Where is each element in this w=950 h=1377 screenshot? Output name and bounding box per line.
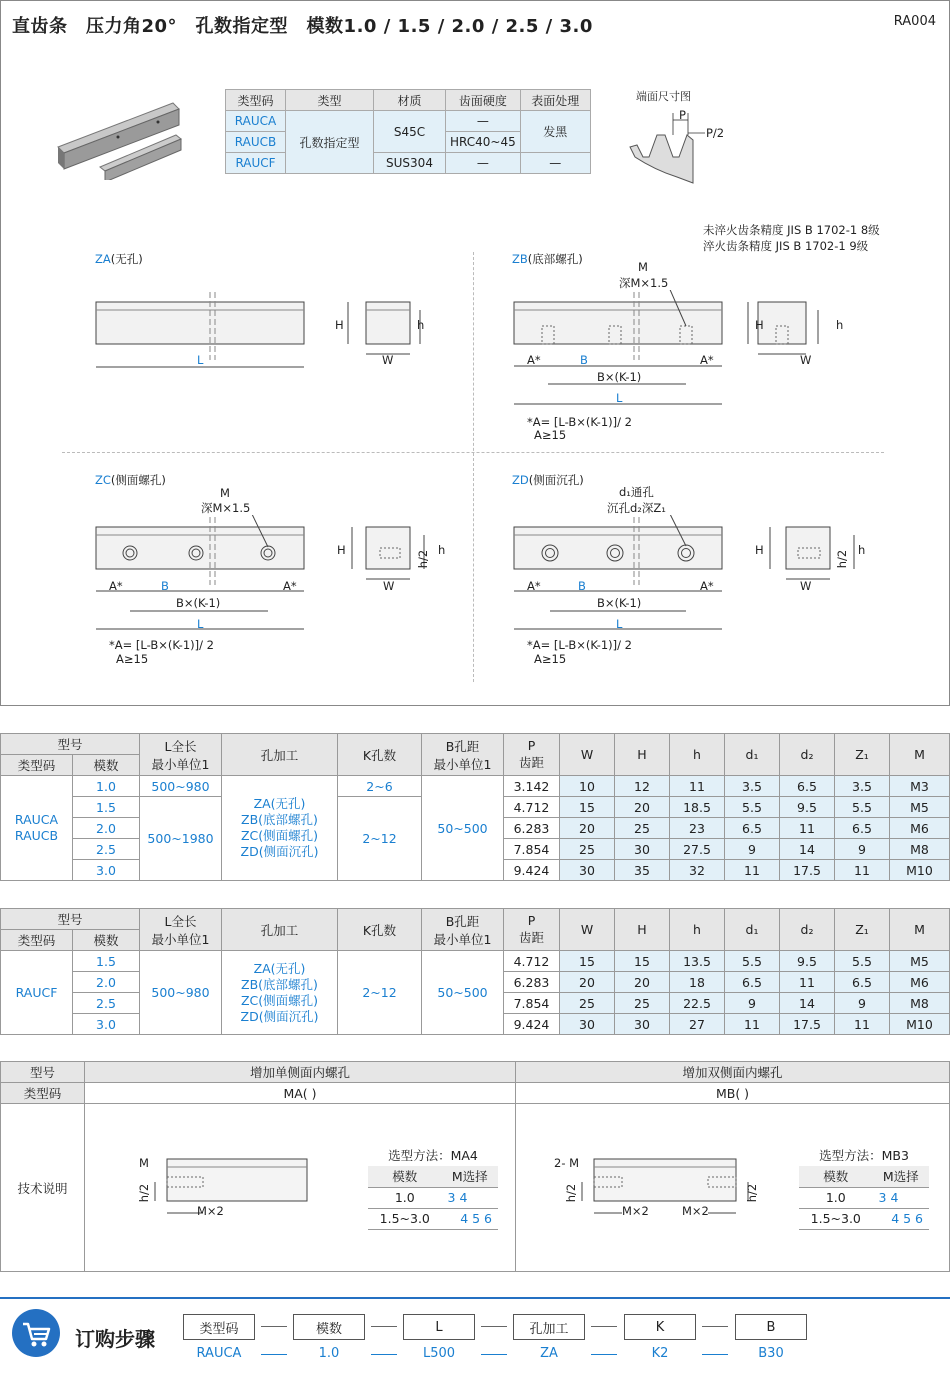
s1-r2-d1: 6.5 (725, 818, 780, 839)
zc-depth: 深M×1.5 (201, 501, 251, 515)
mb-sel-title: 选型方法：MB3 (819, 1148, 909, 1163)
s1-r1-z1: 5.5 (835, 797, 890, 818)
ma-r1-val: 3 4 (442, 1187, 498, 1208)
mat-code-f: RAUCF (226, 153, 286, 174)
s1-r0-d2: 6.5 (780, 776, 835, 797)
order-value-k: K2 (651, 1346, 669, 1361)
mb-h2-right-label: h/2 (745, 1183, 760, 1203)
s1-hh-h: H (615, 734, 670, 776)
s1-b: 50~500 (422, 776, 504, 881)
s2-r0-p: 4.712 (504, 951, 560, 972)
s2-mod-2: 2.5 (73, 993, 140, 1014)
za-title: ZA(无孔) (95, 252, 143, 266)
order-dash-5 (702, 1326, 728, 1327)
zd-a-right: A* (700, 579, 714, 593)
s2-r0-hh: 15 (615, 951, 670, 972)
s1-k-2: 2~12 (338, 797, 422, 881)
mb-drawing (566, 1149, 766, 1224)
s2-r2-z1: 9 (835, 993, 890, 1014)
s1-k-1: 2~6 (338, 776, 422, 797)
order-dash2-3 (481, 1354, 507, 1355)
mb-r2-mod: 1.5~3.0 (799, 1208, 873, 1229)
zc-formula-2: A≥15 (116, 652, 149, 666)
s2-r2-d2: 14 (780, 993, 835, 1014)
s2-r1-w: 20 (560, 972, 615, 993)
tech-typecode-h: 类型码 (1, 1083, 85, 1104)
order-dash2-1 (261, 1354, 287, 1355)
zd-title: ZD(侧面沉孔) (512, 473, 584, 487)
mat-hard-b: HRC40~45 (446, 132, 521, 153)
order-dash2-5 (702, 1354, 728, 1355)
mb-sel-table (799, 1166, 929, 1230)
ma-select (368, 1146, 498, 1230)
s2-r3-m: M10 (890, 1014, 950, 1035)
order-label-b: B (735, 1314, 807, 1340)
s1-r4-hs: 32 (670, 860, 725, 881)
material-table (225, 89, 591, 174)
zc-h-small-label: h (438, 543, 446, 557)
page-title: 直齿条 压力角20° 孔数指定型 模数1.0 / 1.5 / 2.0 / 2.5 / 3.0 (12, 16, 593, 37)
s2-r1-hh: 20 (615, 972, 670, 993)
s2-r2-w: 25 (560, 993, 615, 1014)
s2-mod-1: 2.0 (73, 972, 140, 993)
s1-r1-p: 4.712 (504, 797, 560, 818)
ma-sel-title: 选型方法：MA4 (388, 1148, 478, 1163)
ma-drawing (135, 1149, 315, 1224)
s1-r1-d2: 9.5 (780, 797, 835, 818)
s2-p-h: P 齿距 (504, 909, 560, 951)
s1-typecode-h: 类型码 (1, 755, 73, 776)
mb-mod-h: 模数 (799, 1166, 873, 1187)
s1-hole-h: 孔加工 (222, 734, 338, 776)
zd-bk-label: B×(K-1) (597, 596, 642, 610)
ma-mod-h: 模数 (368, 1166, 442, 1187)
s2-r1-hs: 18 (670, 972, 725, 993)
s2-hh-h: H (615, 909, 670, 951)
s1-l-2: 500~1980 (140, 797, 222, 881)
s1-codes: RAUCA RAUCB (1, 776, 73, 881)
za-w-label: W (382, 353, 394, 367)
s1-r3-d2: 14 (780, 839, 835, 860)
s2-k: 2~12 (338, 951, 422, 1035)
za-drawing (90, 290, 430, 380)
order-label-module: 模数 (293, 1314, 365, 1340)
s1-r1-w: 15 (560, 797, 615, 818)
s1-r2-z1: 6.5 (835, 818, 890, 839)
s2-r2-p: 7.854 (504, 993, 560, 1014)
zd-h-label: H (755, 543, 764, 557)
ma-m-label: M (139, 1156, 149, 1170)
ma-msel-h: M选择 (442, 1166, 498, 1187)
zb-b-label: B (580, 353, 588, 367)
tech-ma: MA( ) (85, 1083, 516, 1104)
zd-a-left: A* (527, 579, 541, 593)
s1-b-h: B孔距 最小单位1 (422, 734, 504, 776)
s1-r3-z1: 9 (835, 839, 890, 860)
mb-r2-val: 4 5 6 (873, 1208, 929, 1229)
s1-l-h: L全长 最小单位1 (140, 734, 222, 776)
mb-mx2-right: M×2 (682, 1204, 709, 1218)
zb-h-label: H (755, 318, 764, 332)
s2-r3-z1: 11 (835, 1014, 890, 1035)
s2-r2-m: M8 (890, 993, 950, 1014)
product-image (48, 95, 188, 180)
tech-mb-cell (516, 1104, 950, 1272)
s1-r4-d1: 11 (725, 860, 780, 881)
zc-b-label: B (161, 579, 169, 593)
ma-r2-mod: 1.5~3.0 (368, 1208, 442, 1229)
s2-code: RAUCF (1, 951, 73, 1035)
s1-r2-hs: 23 (670, 818, 725, 839)
s1-mod-2: 2.0 (73, 818, 140, 839)
zb-formula-1: *A= [L-B×(K-1)]/ 2 (527, 415, 632, 429)
mb-r1-mod: 1.0 (799, 1187, 873, 1208)
s1-r1-d1: 5.5 (725, 797, 780, 818)
divider-horizontal (62, 452, 884, 453)
s2-b: 50~500 (422, 951, 504, 1035)
ma-r1-mod: 1.0 (368, 1187, 442, 1208)
s2-r3-p: 9.424 (504, 1014, 560, 1035)
tech-double-h: 增加双侧面内螺孔 (516, 1062, 950, 1083)
za-l-label: L (197, 353, 204, 367)
mat-sus: SUS304 (374, 153, 446, 174)
za-h-label: H (335, 318, 344, 332)
tech-ma-cell (85, 1104, 516, 1272)
zb-bk-label: B×(K-1) (597, 370, 642, 384)
s1-mod-4: 3.0 (73, 860, 140, 881)
s2-r3-hh: 30 (615, 1014, 670, 1035)
s2-l-h: L全长 最小单位1 (140, 909, 222, 951)
zc-drawing (90, 515, 470, 635)
tech-table (0, 1061, 950, 1272)
s2-b-h: B孔距 最小单位1 (422, 909, 504, 951)
s2-w-h: W (560, 909, 615, 951)
s2-r0-w: 15 (560, 951, 615, 972)
mat-h-type: 类型 (286, 90, 374, 111)
tech-single-h: 增加单侧面内螺孔 (85, 1062, 516, 1083)
s1-r4-p: 9.424 (504, 860, 560, 881)
mat-surface-f: — (520, 153, 590, 174)
order-label-code: 类型码 (183, 1314, 255, 1340)
s1-l-1: 500~980 (140, 776, 222, 797)
mat-hard-a: — (446, 111, 521, 132)
zd-h2-label: h/2 (835, 549, 850, 569)
zb-w-label: W (800, 353, 812, 367)
zd-w-label: W (800, 579, 812, 593)
s1-m-h: M (890, 734, 950, 776)
mb-h2-label: h/2 (564, 1183, 579, 1203)
mat-surface: 发黑 (520, 111, 590, 153)
s2-d1-h: d₁ (725, 909, 780, 951)
divider-vertical (473, 252, 474, 682)
zb-title: ZB(底部螺孔) (512, 252, 583, 266)
s1-r4-hh: 35 (615, 860, 670, 881)
mat-h-hardness: 齿面硬度 (446, 90, 521, 111)
s2-l: 500~980 (140, 951, 222, 1035)
s2-model-h: 型号 (1, 909, 140, 930)
s2-hole-h: 孔加工 (222, 909, 338, 951)
zd-h-small-label: h (858, 543, 866, 557)
s1-r0-z1: 3.5 (835, 776, 890, 797)
mat-code-b: RAUCB (226, 132, 286, 153)
s1-d1-h: d₁ (725, 734, 780, 776)
s2-z1-h: Z₁ (835, 909, 890, 951)
s1-r0-hh: 12 (615, 776, 670, 797)
s1-r0-hs: 11 (670, 776, 725, 797)
s2-r1-p: 6.283 (504, 972, 560, 993)
s1-r0-w: 10 (560, 776, 615, 797)
mat-hard-f: — (446, 153, 521, 174)
zc-m: M (220, 486, 230, 500)
zc-l-label: L (197, 617, 204, 631)
s2-m-h: M (890, 909, 950, 951)
order-title: 订购步骤 (75, 1327, 155, 1351)
s2-r1-d2: 11 (780, 972, 835, 993)
s2-mod-0: 1.5 (73, 951, 140, 972)
end-view-p: P (679, 108, 686, 122)
tech-mb: MB( ) (516, 1083, 950, 1104)
s1-r2-w: 20 (560, 818, 615, 839)
mat-h-surface: 表面处理 (520, 90, 590, 111)
zd-b-label: B (578, 579, 586, 593)
s1-mod-3: 2.5 (73, 839, 140, 860)
s1-hole-types: ZA(无孔) ZB(底部螺孔) ZC(侧面螺孔) ZD(侧面沉孔) (222, 776, 338, 881)
s1-r3-hh: 30 (615, 839, 670, 860)
s1-r2-m: M6 (890, 818, 950, 839)
mat-type: 孔数指定型 (286, 111, 374, 174)
zb-h-small-label: h (836, 318, 844, 332)
mat-h-material: 材质 (374, 90, 446, 111)
order-dash-1 (261, 1326, 287, 1327)
zc-a-right: A* (283, 579, 297, 593)
s1-r3-m: M8 (890, 839, 950, 860)
mb-m-label: 2- M (554, 1156, 580, 1170)
order-dash-4 (591, 1326, 617, 1327)
tech-model-h: 型号 (1, 1062, 85, 1083)
mat-h-code: 类型码 (226, 90, 286, 111)
zb-drawing (508, 290, 848, 410)
order-value-b: B30 (758, 1346, 784, 1361)
s1-r4-w: 30 (560, 860, 615, 881)
s1-z1-h: Z₁ (835, 734, 890, 776)
zb-formula-2: A≥15 (534, 428, 567, 442)
order-dash2-4 (591, 1354, 617, 1355)
spec-table-2 (0, 908, 950, 1035)
s2-r3-hs: 27 (670, 1014, 725, 1035)
spec-table-1 (0, 733, 950, 881)
s1-r0-d1: 3.5 (725, 776, 780, 797)
zc-formula-1: *A= [L-B×(K-1)]/ 2 (109, 638, 214, 652)
s1-r3-hs: 27.5 (670, 839, 725, 860)
s2-r3-d1: 11 (725, 1014, 780, 1035)
mat-code-a: RAUCA (226, 111, 286, 132)
ma-r2-val: 4 5 6 (442, 1208, 498, 1229)
zb-m: M (638, 260, 648, 274)
zc-h-label: H (337, 543, 346, 557)
s2-typecode-h: 类型码 (1, 930, 73, 951)
cart-icon (12, 1309, 60, 1357)
s2-r0-m: M5 (890, 951, 950, 972)
s2-hs-h: h (670, 909, 725, 951)
zc-title: ZC(侧面螺孔) (95, 473, 166, 487)
order-dash-3 (481, 1326, 507, 1327)
zc-h2-label: h/2 (416, 549, 431, 569)
s1-r1-hh: 20 (615, 797, 670, 818)
zb-a-left: A* (527, 353, 541, 367)
s1-r2-d2: 11 (780, 818, 835, 839)
mb-select (799, 1146, 929, 1230)
zc-w-label: W (383, 579, 395, 593)
s2-r3-w: 30 (560, 1014, 615, 1035)
order-label-hole: 孔加工 (513, 1314, 585, 1340)
s2-r2-hs: 22.5 (670, 993, 725, 1014)
order-dash-2 (371, 1326, 397, 1327)
s1-r1-m: M5 (890, 797, 950, 818)
s2-r3-d2: 17.5 (780, 1014, 835, 1035)
s2-r1-z1: 6.5 (835, 972, 890, 993)
zd-l-label: L (616, 617, 623, 631)
s2-mod-3: 3.0 (73, 1014, 140, 1035)
tech-desc: 技术说明 (1, 1104, 85, 1272)
order-value-code: RAUCA (196, 1346, 242, 1361)
s1-model-h: 型号 (1, 734, 140, 755)
s1-r0-m: M3 (890, 776, 950, 797)
s1-r3-d1: 9 (725, 839, 780, 860)
s1-hs-h: h (670, 734, 725, 776)
s2-hole-types: ZA(无孔) ZB(底部螺孔) ZC(侧面螺孔) ZD(侧面沉孔) (222, 951, 338, 1035)
zb-depth: 深M×1.5 (619, 276, 669, 290)
end-view-title: 端面尺寸图 (636, 90, 691, 103)
mb-msel-h: M选择 (873, 1166, 929, 1187)
s1-r4-z1: 11 (835, 860, 890, 881)
accuracy-line-2: 淬火齿条精度 JIS B 1702-1 9级 (703, 239, 869, 253)
s1-r4-d2: 17.5 (780, 860, 835, 881)
zc-a-left: A* (109, 579, 123, 593)
order-value-module: 1.0 (318, 1346, 340, 1361)
cart-icon-svg (12, 1309, 60, 1357)
s1-k-h: K孔数 (338, 734, 422, 776)
accuracy-line-1: 未淬火齿条精度 JIS B 1702-1 8级 (703, 223, 880, 237)
mb-r1-val: 3 4 (873, 1187, 929, 1208)
order-value-hole: ZA (540, 1346, 558, 1361)
order-value-l: L500 (422, 1346, 456, 1361)
s1-mod-1: 1.5 (73, 797, 140, 818)
zc-bk-label: B×(K-1) (176, 596, 221, 610)
s2-r1-d1: 6.5 (725, 972, 780, 993)
s1-r3-p: 7.854 (504, 839, 560, 860)
s1-r0-p: 3.142 (504, 776, 560, 797)
za-h-small-label: h (417, 318, 425, 332)
ma-h2-label: h/2 (137, 1183, 152, 1203)
zb-l-label: L (616, 391, 623, 405)
zd-d1: d₁通孔 (619, 485, 654, 499)
s1-r2-p: 6.283 (504, 818, 560, 839)
product-code: RA004 (893, 14, 936, 29)
s2-r0-hs: 13.5 (670, 951, 725, 972)
zd-counterbore: 沉孔d₂深Z₁ (607, 501, 666, 515)
zd-drawing (508, 515, 878, 635)
s2-d2-h: d₂ (780, 909, 835, 951)
order-label-k: K (624, 1314, 696, 1340)
mb-mx2-left: M×2 (622, 1204, 649, 1218)
s2-r0-d1: 5.5 (725, 951, 780, 972)
s1-w-h: W (560, 734, 615, 776)
order-steps (0, 1297, 950, 1377)
zd-formula-2: A≥15 (534, 652, 567, 666)
s1-d2-h: d₂ (780, 734, 835, 776)
zd-formula-1: *A= [L-B×(K-1)]/ 2 (527, 638, 632, 652)
s2-r2-d1: 9 (725, 993, 780, 1014)
end-view-p2: P/2 (706, 126, 725, 140)
s2-r0-z1: 5.5 (835, 951, 890, 972)
order-dash2-2 (371, 1354, 397, 1355)
order-label-l: L (403, 1314, 475, 1340)
s1-r3-w: 25 (560, 839, 615, 860)
s1-module-h: 模数 (73, 755, 140, 776)
mat-s45c: S45C (374, 111, 446, 153)
s2-r0-d2: 9.5 (780, 951, 835, 972)
s1-mod-0: 1.0 (73, 776, 140, 797)
zb-a-right: A* (700, 353, 714, 367)
s1-r4-m: M10 (890, 860, 950, 881)
s2-module-h: 模数 (73, 930, 140, 951)
s1-p-h: P 齿距 (504, 734, 560, 776)
ma-mx2-label: M×2 (197, 1204, 224, 1218)
ma-sel-table (368, 1166, 498, 1230)
s1-r2-hh: 25 (615, 818, 670, 839)
s2-r2-hh: 25 (615, 993, 670, 1014)
s2-k-h: K孔数 (338, 909, 422, 951)
s1-r1-hs: 18.5 (670, 797, 725, 818)
s2-r1-m: M6 (890, 972, 950, 993)
